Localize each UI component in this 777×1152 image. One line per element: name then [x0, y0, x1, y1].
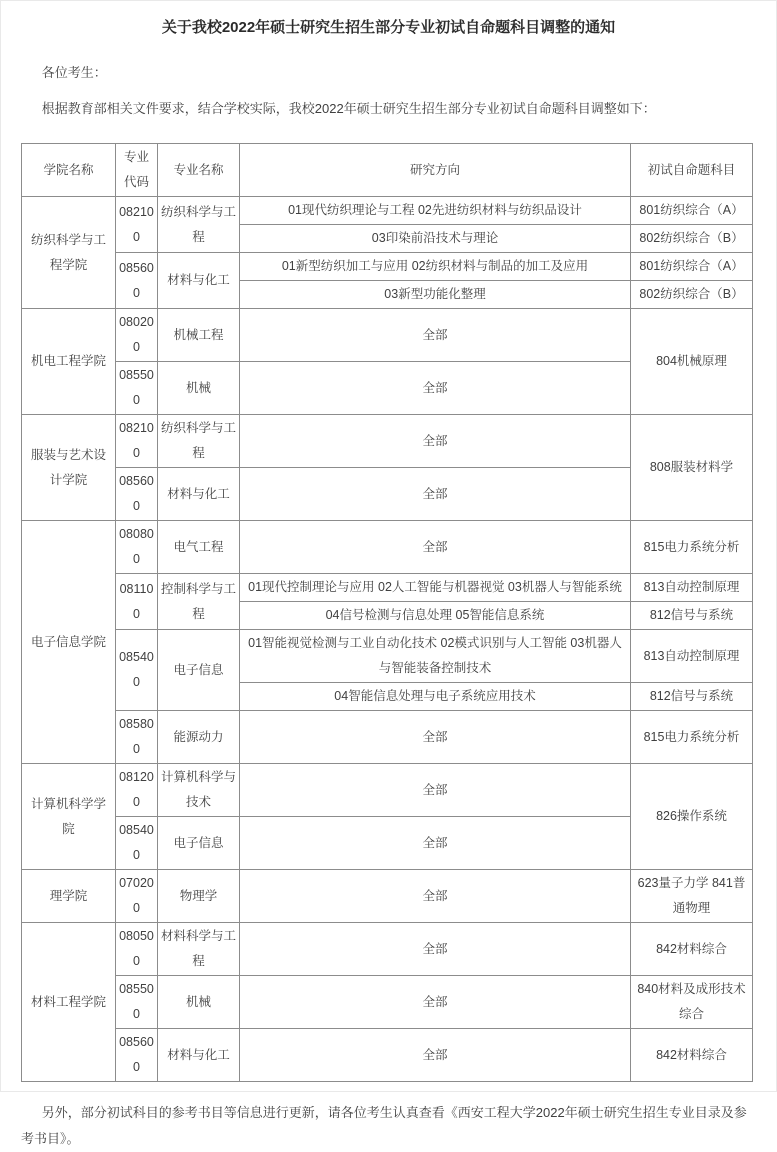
cell-major: 机械 — [158, 362, 240, 415]
cell-code: 082100 — [116, 197, 158, 253]
cell-subject: 812信号与系统 — [631, 602, 753, 630]
closing-paragraph: 另外，部分初试科目的参考书目等信息进行更新，请各位考生认真查看《西安工程大学2022年硕士研究生招生专业目录及参考书目》。 — [21, 1105, 747, 1146]
cell-subject: 804机械原理 — [631, 309, 753, 415]
cell-college: 机电工程学院 — [22, 309, 116, 415]
cell-code: 085600 — [116, 468, 158, 521]
cell-direction: 03新型功能化整理 — [240, 281, 631, 309]
table-row — [22, 1029, 753, 1082]
table-row — [22, 630, 753, 683]
page-title: 关于我校2022年硕士研究生招生部分专业初试自命题科目调整的通知 — [161, 19, 616, 36]
cell-code: 085500 — [116, 362, 158, 415]
cell-code: 085800 — [116, 711, 158, 764]
cell-subject: 842材料综合 — [631, 1029, 753, 1082]
cell-subject: 808服装材料学 — [631, 415, 753, 521]
cell-code: 085600 — [116, 1029, 158, 1082]
cell-code: 080200 — [116, 309, 158, 362]
cell-subject: 826操作系统 — [631, 764, 753, 870]
table-row — [22, 309, 753, 362]
cell-code: 080500 — [116, 923, 158, 976]
cell-subject: 813自动控制原理 — [631, 574, 753, 602]
table-row — [22, 415, 753, 468]
intro-paragraph: 根据教育部相关文件要求，结合学校实际，我校2022年硕士研究生招生部分专业初试自命题科目调整如下： — [41, 101, 656, 116]
cell-code: 081200 — [116, 764, 158, 817]
table-row — [22, 764, 753, 817]
cell-direction: 04智能信息处理与电子系统应用技术 — [240, 683, 631, 711]
cell-major: 纺织科学与工程 — [158, 415, 240, 468]
table-row — [22, 253, 753, 281]
cell-college: 电子信息学院 — [22, 521, 116, 764]
cell-major: 材料与化工 — [158, 1029, 240, 1082]
cell-direction: 03印染前沿技术与理论 — [240, 225, 631, 253]
cell-subject: 623量子力学 841普通物理 — [631, 870, 753, 923]
cell-direction: 全部 — [240, 309, 631, 362]
column-header-subject: 初试自命题科目 — [631, 144, 753, 197]
cell-direction: 04信号检测与信息处理 05智能信息系统 — [240, 602, 631, 630]
cell-major: 计算机科学与技术 — [158, 764, 240, 817]
cell-code: 082100 — [116, 415, 158, 468]
cell-subject: 802纺织综合（B） — [631, 225, 753, 253]
table-header-row — [22, 144, 753, 197]
table-row — [22, 711, 753, 764]
cell-direction: 01现代控制理论与应用 02人工智能与机器视觉 03机器人与智能系统 — [240, 574, 631, 602]
cell-direction: 全部 — [240, 976, 631, 1029]
table-row — [22, 521, 753, 574]
cell-major: 材料与化工 — [158, 468, 240, 521]
cell-direction: 01智能视觉检测与工业自动化技术 02模式识别与人工智能 03机器人与智能装备控制技术 — [240, 630, 631, 683]
cell-code: 085400 — [116, 630, 158, 711]
cell-direction: 全部 — [240, 521, 631, 574]
cell-major: 能源动力 — [158, 711, 240, 764]
cell-subject: 815电力系统分析 — [631, 521, 753, 574]
cell-major: 机械 — [158, 976, 240, 1029]
cell-direction: 全部 — [240, 817, 631, 870]
subjects-table — [21, 143, 753, 1082]
cell-code: 080800 — [116, 521, 158, 574]
cell-subject: 842材料综合 — [631, 923, 753, 976]
table-row — [22, 197, 753, 225]
cell-major: 物理学 — [158, 870, 240, 923]
cell-major: 纺织科学与工程 — [158, 197, 240, 253]
cell-direction: 全部 — [240, 468, 631, 521]
cell-major: 电气工程 — [158, 521, 240, 574]
cell-college: 计算机科学学院 — [22, 764, 116, 870]
greeting-text: 各位考生： — [41, 65, 107, 80]
cell-direction: 全部 — [240, 415, 631, 468]
cell-subject: 815电力系统分析 — [631, 711, 753, 764]
cell-major: 电子信息 — [158, 630, 240, 711]
cell-college: 材料工程学院 — [22, 923, 116, 1082]
cell-code: 085400 — [116, 817, 158, 870]
cell-code: 081100 — [116, 574, 158, 630]
column-header-code: 专业代码 — [116, 144, 158, 197]
cell-subject: 813自动控制原理 — [631, 630, 753, 683]
column-header-major: 专业名称 — [158, 144, 240, 197]
cell-college: 服装与艺术设计学院 — [22, 415, 116, 521]
cell-subject: 812信号与系统 — [631, 683, 753, 711]
cell-direction: 全部 — [240, 1029, 631, 1082]
cell-direction: 全部 — [240, 711, 631, 764]
cell-direction: 全部 — [240, 362, 631, 415]
cell-major: 电子信息 — [158, 817, 240, 870]
cell-direction: 01新型纺织加工与应用 02纺织材料与制品的加工及应用 — [240, 253, 631, 281]
cell-major: 材料科学与工程 — [158, 923, 240, 976]
cell-subject: 802纺织综合（B） — [631, 281, 753, 309]
column-header-direction: 研究方向 — [240, 144, 631, 197]
column-header-college: 学院名称 — [22, 144, 116, 197]
cell-code: 085600 — [116, 253, 158, 309]
cell-direction: 01现代纺织理论与工程 02先进纺织材料与纺织品设计 — [240, 197, 631, 225]
cell-code: 070200 — [116, 870, 158, 923]
table-row — [22, 923, 753, 976]
cell-college: 理学院 — [22, 870, 116, 923]
cell-code: 085500 — [116, 976, 158, 1029]
cell-major: 控制科学与工程 — [158, 574, 240, 630]
cell-subject: 840材料及成形技术综合 — [631, 976, 753, 1029]
cell-college: 纺织科学与工程学院 — [22, 197, 116, 309]
table-row — [22, 976, 753, 1029]
table-row — [22, 574, 753, 602]
cell-subject: 801纺织综合（A） — [631, 197, 753, 225]
cell-major: 材料与化工 — [158, 253, 240, 309]
cell-direction: 全部 — [240, 870, 631, 923]
cell-subject: 801纺织综合（A） — [631, 253, 753, 281]
cell-direction: 全部 — [240, 923, 631, 976]
cell-direction: 全部 — [240, 764, 631, 817]
cell-major: 机械工程 — [158, 309, 240, 362]
table-row — [22, 870, 753, 923]
